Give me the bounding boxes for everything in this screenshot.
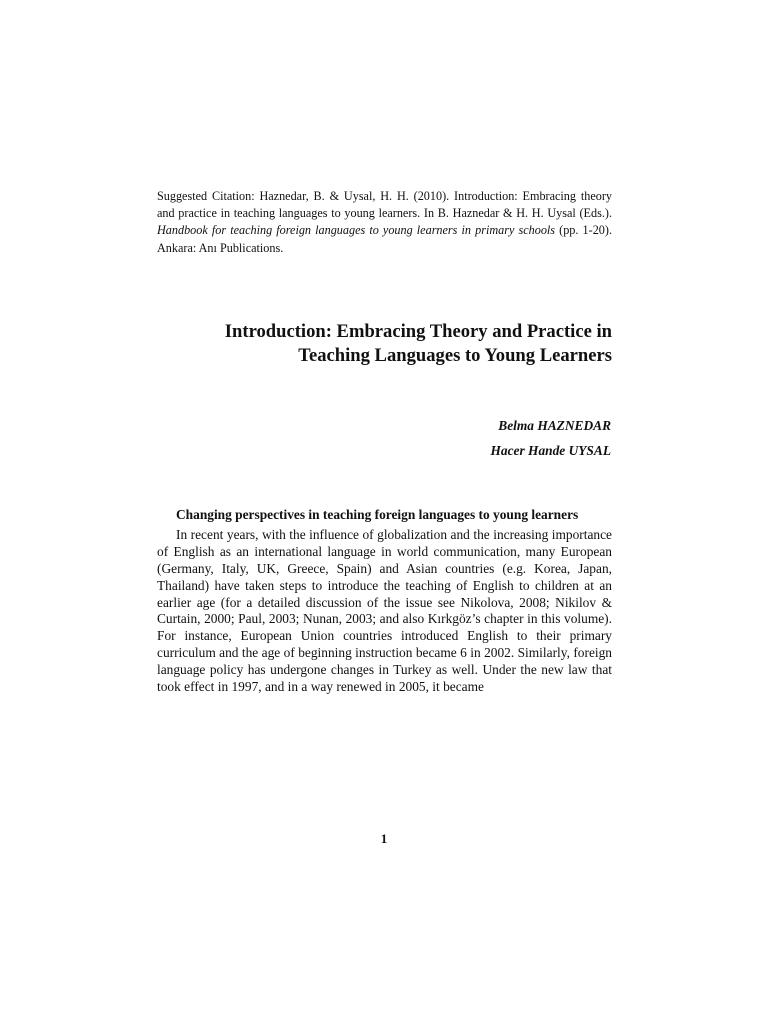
citation-text: Suggested Citation: Haznedar, B. & Uysal, H. H. (2010). Introduction: Embracing theory and practice in teaching languages to young learners. In B. Haznedar & H. H. Uysal (Eds.). [157, 189, 612, 221]
author-name: Hacer Hande UYSAL [490, 443, 611, 458]
citation-book-title: Handbook for teaching foreign languages to young learners in primary schools [157, 223, 556, 238]
citation-suffix: (pp. 1-20). Ankara: Anı Publications. [157, 223, 612, 255]
section-body [157, 507, 612, 696]
body-paragraph: In recent years, with the influence of globalization and the increasing importance of English as an international language in world communication, many European (Germany, Italy, UK, Greece, Spain) and Asian countries (e.g. Korea, Japan, Thailand) have taken steps to introduce the teaching of English to children at an earlier age (for a detailed discussion of the issue see Nikolova, 2008; Nikilov & Curtain, 2000; Paul, 2003; Nunan, 2003; and also Kırkgöz’s chapter in this volume). For instance, European Union countries introduced English to their primary curriculum and the age of beginning instruction became 6 in 2002. Similarly, foreign language policy has undergone changes in Turkey as well. Under the new law that took effect in 1997, and in a way renewed in 2005, it became [157, 526, 612, 695]
suggested-citation [157, 188, 612, 257]
authors-block [490, 413, 611, 463]
chapter-title [150, 320, 612, 368]
author-name: Belma HAZNEDAR [498, 418, 611, 433]
chapter-title-line-2: Teaching Languages to Young Learners [298, 345, 612, 366]
chapter-title-line-1: Introduction: Embracing Theory and Practice in [224, 321, 612, 342]
section-heading: Changing perspectives in teaching foreign languages to young learners [176, 507, 579, 522]
page-number: 1 [380, 831, 388, 846]
